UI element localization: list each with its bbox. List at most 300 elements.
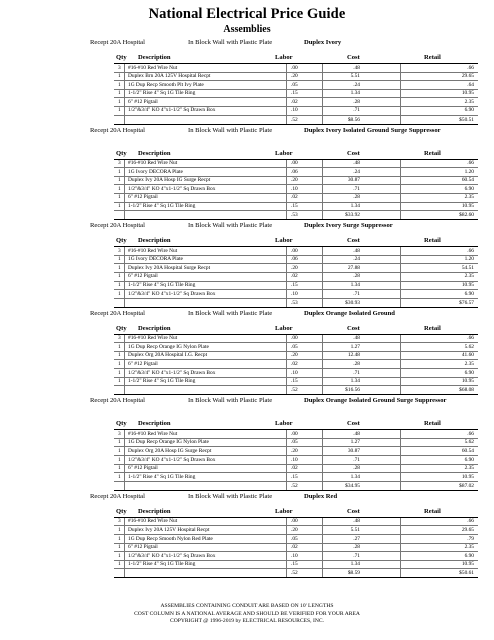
page-subtitle: Assemblies [223,24,271,35]
row-qty: 1 [118,290,121,297]
row-labor: .00 [291,335,298,342]
row-cost: .28 [353,544,360,551]
assembly-table [114,517,478,579]
row-labor: .02 [291,98,298,105]
section-header [0,37,494,51]
assembly-section [0,491,494,579]
total-retail: $68.08 [459,387,474,394]
row-cost: .28 [353,194,360,201]
total-labor: .52 [291,482,298,489]
row-retail: 41.60 [461,352,474,359]
row-retail: 10.95 [461,378,474,385]
row-qty: 1 [118,352,121,359]
row-retail: 2.35 [464,273,474,280]
row-cost: .24 [353,256,360,263]
row-retail: .79 [467,535,474,542]
row-description: 1-1/2" Rise 4" Sq 1G Tile Ring [128,282,196,288]
retail-header: Retail [424,237,441,245]
labor-header: Labor [275,54,293,61]
row-description: 1/2"&3/4" KO 4"x1-1/2" Sq Drawn Box [128,290,216,297]
total-cost: $34.95 [345,482,360,489]
row-cost: .24 [353,81,360,88]
total-row [114,569,478,578]
total-cost: $30.93 [345,299,360,306]
table-row [114,98,478,107]
row-description: 1-1/2" Rise 4" Sq 1G Tile Ring [128,203,196,210]
row-cost: .24 [353,168,360,175]
row-description: #16-#10 Red Wire Nut [128,160,178,167]
cost-header: Cost [347,324,360,332]
row-cost: .48 [353,335,360,342]
column-header-row [0,505,494,517]
assembly-name: Duplex Ivory [304,39,342,46]
row-qty: 1 [118,185,121,192]
row-cost: 12.48 [347,352,360,359]
row-qty: 1 [118,552,121,559]
row-labor: .10 [291,552,298,559]
column-header-row [0,51,494,63]
cost-header: Cost [347,237,360,245]
row-labor: .10 [291,290,298,297]
row-qty: 1 [118,343,121,350]
page-title: National Electrical Price Guide [148,6,346,22]
row-cost: 1.34 [350,561,360,568]
row-description: 1G Dup Recp Smooth Nylon Red Plate [128,535,213,542]
row-labor: .15 [291,473,298,480]
row-description: 6" #12 Pigtail [128,465,158,472]
total-labor: .52 [291,387,298,394]
row-labor: .02 [291,194,298,201]
footer-line: ASSEMBLIES CONTAINING CONDUIT ARE BASED ON 10' LENGTHS [160,603,334,609]
row-description: 1G Dup Recp Orange IG Nylon Plate [128,439,209,446]
row-retail: 2.35 [464,360,474,367]
retail-header: Retail [424,420,441,428]
retail-header: Retail [424,54,441,61]
table-row [114,561,478,570]
row-cost: .71 [353,456,360,463]
row-retail: 54.51 [461,264,474,271]
assembly-table [114,159,478,221]
row-qty: 1 [118,203,121,210]
row-description: 1G Ivory DECORA Plate [128,168,183,175]
row-retail: 1.20 [464,168,474,175]
qty-header: Qty [116,54,127,61]
row-labor: .10 [291,369,298,376]
row-cost: .28 [353,273,360,280]
row-qty: 1 [118,465,121,472]
row-qty: 1 [118,378,121,385]
total-cost: $33.92 [345,212,360,219]
row-description: 1-1/2" Rise 4" Sq 1G Tile Ring [128,378,196,385]
row-cost: 1.34 [350,282,360,288]
row-retail: 10.95 [461,561,474,568]
row-description: 1/2"&3/4" KO 4"x1-1/2" Sq Drawn Box [128,107,216,114]
row-description: 1G Dup Recp Orange IG Nylon Plate [128,343,209,350]
row-labor: .05 [291,439,298,446]
row-retail: 5.62 [464,343,474,350]
row-retail: 6.90 [464,290,474,297]
table-row [114,273,478,282]
row-qty: 1 [118,544,121,551]
qty-header: Qty [116,324,127,332]
total-retail: $76.57 [459,299,474,306]
row-labor: .10 [291,107,298,114]
assembly-category: Recept 20A Hospital [90,397,145,405]
row-labor: .20 [291,264,298,271]
total-labor: .52 [291,116,298,123]
assembly-category: Recept 20A Hospital [90,126,145,134]
row-labor: .05 [291,343,298,350]
row-cost: 30.87 [347,177,360,184]
table-row [114,256,478,265]
row-description: Duplex Ivy 20A 125V Hospital Recpt [128,526,210,533]
row-qty: 1 [118,360,121,367]
row-qty: 1 [118,439,121,446]
assembly-sections [0,37,494,578]
table-row [114,290,478,299]
row-labor: .00 [291,64,298,71]
table-row [114,447,478,456]
total-labor: .52 [291,570,298,577]
labor-header: Labor [275,420,293,428]
row-qty: 1 [118,561,121,568]
description-header: Description [138,507,171,515]
assembly-section [0,308,494,396]
row-qty: 1 [118,473,121,480]
cost-header: Cost [347,54,360,61]
row-qty: 1 [118,81,121,88]
row-description: #16-#10 Red Wire Nut [128,335,178,342]
row-retail: 6.90 [464,107,474,114]
labor-header: Labor [275,324,293,332]
row-qty: 3 [118,160,121,167]
row-retail: 29.65 [461,526,474,533]
retail-header: Retail [424,149,441,157]
retail-header: Retail [424,507,441,515]
row-description: 6" #12 Pigtail [128,273,158,280]
row-description: 1/2"&3/4" KO 4"x1-1/2" Sq Drawn Box [128,552,216,559]
row-description: 6" #12 Pigtail [128,360,158,367]
table-row [114,64,478,73]
table-row [114,343,478,352]
row-qty: 1 [118,456,121,463]
labor-header: Labor [275,507,293,515]
row-cost: 1.34 [350,203,360,210]
retail-header: Retail [424,324,441,332]
description-header: Description [138,237,171,245]
row-labor: .20 [291,352,298,359]
table-row [114,107,478,116]
row-retail: .66 [467,430,474,437]
row-cost: 1.34 [350,473,360,480]
table-row [114,439,478,448]
row-retail: 10.95 [461,473,474,480]
row-labor: .00 [291,518,298,525]
column-header-row [0,322,494,334]
assembly-installation: In Block Wall with Plastic Plate [188,222,273,230]
row-qty: 3 [118,64,121,71]
row-labor: .15 [291,378,298,385]
table-row [114,552,478,561]
row-labor: .15 [291,561,298,568]
row-cost: 5.51 [350,526,360,533]
total-row [114,211,478,220]
table-row [114,526,478,535]
row-cost: .28 [353,98,360,105]
description-header: Description [138,324,171,332]
row-qty: 1 [118,90,121,97]
row-description: Duplex Ivy 20A Hosp IG Surge Recpt [128,177,211,184]
row-retail: .66 [467,247,474,254]
row-qty: 3 [118,335,121,342]
total-retail: $87.02 [459,482,474,489]
row-cost: 1.34 [350,378,360,385]
row-qty: 1 [118,168,121,175]
row-cost: .48 [353,247,360,254]
total-row [114,386,478,395]
row-retail: 6.90 [464,552,474,559]
labor-header: Labor [275,237,293,245]
row-qty: 1 [118,73,121,80]
total-cost: $16.56 [345,387,360,394]
row-qty: 1 [118,194,121,201]
row-retail: 10.95 [461,90,474,97]
row-retail: 2.35 [464,544,474,551]
assembly-installation: In Block Wall with Plastic Plate [188,492,273,500]
table-row [114,544,478,553]
section-header [0,125,494,147]
row-description: 1-1/2" Rise 4" Sq 1G Tile Ring [128,90,196,97]
row-labor: .20 [291,526,298,533]
row-labor: .05 [291,535,298,542]
row-retail: 5.62 [464,439,474,446]
row-labor: .06 [291,256,298,263]
assembly-name: Duplex Ivory Isolated Ground Surge Suppressor [304,126,441,134]
row-retail: .64 [467,81,474,88]
table-row [114,177,478,186]
table-row [114,456,478,465]
row-cost: 5.51 [350,73,360,80]
assembly-section [0,37,494,125]
row-labor: .20 [291,177,298,184]
row-description: #16-#10 Red Wire Nut [128,430,178,437]
row-labor: .05 [291,81,298,88]
assembly-name: Duplex Orange Isolated Ground Surge Suppressor [304,397,447,405]
description-header: Description [138,54,171,61]
row-cost: .71 [353,185,360,192]
description-header: Description [138,149,171,157]
section-header [0,491,494,505]
labor-header: Labor [275,149,293,157]
row-description: 1/2"&3/4" KO 4"x1-1/2" Sq Drawn Box [128,185,216,192]
row-cost: 1.27 [350,439,360,446]
table-row [114,473,478,482]
table-row [114,194,478,203]
table-row [114,465,478,474]
row-labor: .02 [291,360,298,367]
assembly-name: Duplex Orange Isolated Ground [304,309,395,317]
table-row [114,81,478,90]
row-retail: 60.54 [461,177,474,184]
assembly-table [114,63,478,125]
assembly-installation: In Block Wall with Plastic Plate [188,126,273,134]
assembly-section [0,395,494,491]
assembly-section [0,125,494,221]
table-row [114,360,478,369]
row-labor: .02 [291,273,298,280]
row-description: 1-1/2" Rise 4" Sq 1G Tile Ring [128,561,196,568]
row-qty: 1 [118,535,121,542]
table-row [114,185,478,194]
cost-header: Cost [347,420,360,428]
section-header [0,308,494,322]
row-labor: .10 [291,456,298,463]
column-header-row [0,417,494,429]
column-header-row [0,234,494,246]
row-retail: .66 [467,64,474,71]
row-description: 6" #12 Pigtail [128,544,158,551]
row-description: Duplex Brn 20A 125V Hospital Recpt [128,73,211,80]
row-cost: .48 [353,430,360,437]
row-labor: .20 [291,447,298,454]
row-description: Duplex Org 20A Hospital I.G. Recpt [128,352,208,359]
row-qty: 1 [118,98,121,105]
total-row [114,299,478,308]
assembly-name: Duplex Red [304,492,338,500]
total-retail: $50.61 [459,570,474,577]
row-retail: 10.95 [461,282,474,288]
table-row [114,335,478,344]
row-cost: 27.88 [347,264,360,271]
assembly-table [114,429,478,491]
table-row [114,535,478,544]
row-retail: 2.35 [464,98,474,105]
row-cost: .28 [353,360,360,367]
row-retail: 6.90 [464,456,474,463]
row-labor: .00 [291,160,298,167]
table-row [114,378,478,387]
cost-header: Cost [347,149,360,157]
total-labor: .53 [291,212,298,219]
footer-line: COST COLUMN IS A NATIONAL AVERAGE AND SHOULD BE VERIFIED FOR YOUR AREA [134,610,360,617]
row-retail: 1.20 [464,256,474,263]
row-description: 1-1/2" Rise 4" Sq 1G Tile Ring [128,473,196,480]
footer-line: COPYRIGHT @ 1996-2019 by ELECTRICAL RESOURCES, INC. [169,618,324,625]
total-labor: .53 [291,299,298,306]
table-row [114,369,478,378]
assembly-installation: In Block Wall with Plastic Plate [188,397,273,405]
row-retail: .66 [467,160,474,167]
row-qty: 1 [118,264,121,271]
row-qty: 1 [118,107,121,114]
row-labor: .02 [291,465,298,472]
row-retail: 6.90 [464,369,474,376]
row-qty: 3 [118,247,121,254]
assembly-category: Recept 20A Hospital [90,309,145,317]
row-labor: .15 [291,90,298,97]
section-header [0,395,494,417]
table-row [114,90,478,99]
table-row [114,203,478,212]
assembly-category: Recept 20A Hospital [90,492,145,500]
qty-header: Qty [116,237,127,245]
row-qty: 1 [118,273,121,280]
row-retail: 2.35 [464,465,474,472]
row-qty: 1 [118,369,121,376]
row-description: #16-#10 Red Wire Nut [128,64,178,71]
row-qty: 1 [118,526,121,533]
row-qty: 1 [118,256,121,263]
total-cost: $8.56 [347,116,360,123]
row-description: #16-#10 Red Wire Nut [128,247,178,254]
table-row [114,430,478,439]
row-cost: .27 [353,535,360,542]
assembly-installation: In Block Wall with Plastic Plate [188,39,273,46]
table-row [114,247,478,256]
row-labor: .00 [291,430,298,437]
row-retail: .66 [467,518,474,525]
table-row [114,168,478,177]
row-cost: 1.34 [350,90,360,97]
assembly-name: Duplex Ivory Surge Suppressor [304,222,393,230]
row-cost: .71 [353,369,360,376]
table-row [114,518,478,527]
row-labor: .15 [291,203,298,210]
row-retail: 2.35 [464,194,474,201]
row-description: 1G Dup Recp Smooth Plt Ivy Plate [128,81,204,88]
table-row [114,264,478,273]
row-cost: .48 [353,160,360,167]
assembly-table [114,246,478,308]
table-row [114,282,478,291]
row-qty: 1 [118,177,121,184]
row-description: 6" #12 Pigtail [128,194,158,201]
row-labor: .00 [291,247,298,254]
total-row [114,116,478,125]
qty-header: Qty [116,149,127,157]
table-row [114,160,478,169]
assembly-category: Recept 20A Hospital [90,222,145,230]
assembly-installation: In Block Wall with Plastic Plate [188,309,273,317]
row-qty: 1 [118,282,121,288]
row-description: 1/2"&3/4" KO 4"x1-1/2" Sq Drawn Box [128,456,216,463]
row-labor: .06 [291,168,298,175]
row-retail: 29.65 [461,73,474,80]
row-cost: 30.87 [347,447,360,454]
row-retail: 6.90 [464,185,474,192]
total-cost: $8.59 [347,570,360,577]
column-header-row [0,147,494,159]
row-labor: .02 [291,544,298,551]
row-cost: .48 [353,64,360,71]
row-labor: .10 [291,185,298,192]
row-cost: .48 [353,518,360,525]
row-qty: 3 [118,518,121,525]
footer-notes [0,603,494,626]
row-description: 6" #12 Pigtail [128,98,158,105]
description-header: Description [138,420,171,428]
qty-header: Qty [116,507,127,515]
row-labor: .15 [291,282,298,288]
table-row [114,73,478,82]
row-description: #16-#10 Red Wire Nut [128,518,178,525]
row-qty: 1 [118,447,121,454]
assembly-section [0,220,494,308]
row-description: 1G Ivory DECORA Plate [128,256,183,263]
row-retail: .66 [467,335,474,342]
assembly-table [114,334,478,396]
row-description: Duplex Ivy 20A Hospital Surge Recpt [128,264,211,271]
